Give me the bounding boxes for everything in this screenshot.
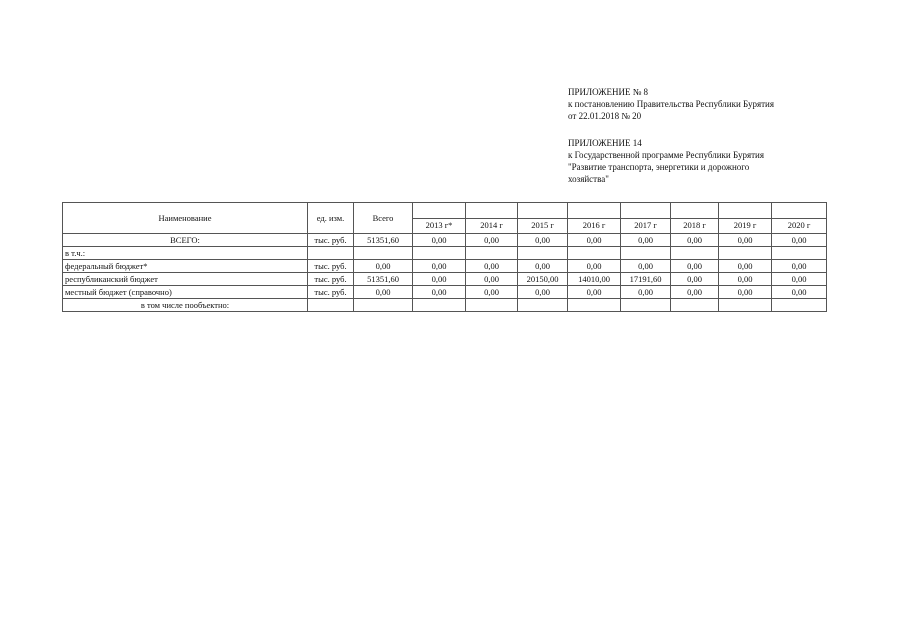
row-year-cell: 0,00 <box>466 234 518 247</box>
year-header: 2014 г <box>466 218 518 234</box>
budget-table <box>62 202 827 312</box>
year-header: 2016 г <box>568 218 621 234</box>
row-name-cell: местный бюджет (справочно) <box>63 286 308 299</box>
appendix-14-line1: к Государственной программе Республики Бурятия <box>568 150 764 160</box>
row-year-cell: 0,00 <box>671 286 719 299</box>
row-total <box>63 234 827 247</box>
row-year-cell: 20150,00 <box>518 273 568 286</box>
row-total-cell: 51351,60 <box>354 273 413 286</box>
row-year-cell <box>719 247 772 260</box>
row-federal <box>63 260 827 273</box>
row-year-cell: 0,00 <box>413 273 466 286</box>
row-republic <box>63 273 827 286</box>
row-year-cell: 0,00 <box>568 286 621 299</box>
row-year-cell: 0,00 <box>568 234 621 247</box>
row-year-cell: 0,00 <box>518 260 568 273</box>
row-total-cell <box>354 299 413 312</box>
row-year-cell <box>621 299 671 312</box>
year-header: 2017 г <box>621 218 671 234</box>
appendix-14-line2: "Развитие транспорта, энергетики и дорожного <box>568 162 750 172</box>
year-header: 2018 г <box>671 218 719 234</box>
row-year-cell: 14010,00 <box>568 273 621 286</box>
row-year-cell: 0,00 <box>466 273 518 286</box>
row-year-cell <box>518 247 568 260</box>
row-unit-cell: тыс. руб. <box>308 286 354 299</box>
row-year-cell: 0,00 <box>568 260 621 273</box>
row-unit-cell <box>308 247 354 260</box>
row-year-cell: 0,00 <box>621 234 671 247</box>
row-year-cell: 0,00 <box>719 286 772 299</box>
appendix-14-line3: хозяйства" <box>568 174 609 184</box>
row-name-cell: республиканский бюджет <box>63 273 308 286</box>
appendix-14-header <box>568 137 764 185</box>
row-year-cell <box>621 247 671 260</box>
year-header: 2015 г <box>518 218 568 234</box>
row-year-cell: 0,00 <box>719 260 772 273</box>
row-year-cell <box>413 299 466 312</box>
row-name-cell: ВСЕГО: <box>63 234 308 247</box>
appendix-8-line2: от 22.01.2018 № 20 <box>568 111 642 121</box>
row-unit-cell <box>308 299 354 312</box>
row-year-cell: 0,00 <box>772 286 827 299</box>
appendix-14-title: ПРИЛОЖЕНИЕ 14 <box>568 138 642 148</box>
row-year-cell: 0,00 <box>772 273 827 286</box>
row-year-cell: 0,00 <box>413 286 466 299</box>
row-year-cell <box>671 247 719 260</box>
row-year-cell <box>413 247 466 260</box>
row-total-cell: 0,00 <box>354 286 413 299</box>
row-year-cell: 0,00 <box>671 260 719 273</box>
row-year-cell <box>518 299 568 312</box>
header-total: Всего <box>354 203 413 234</box>
row-year-cell: 0,00 <box>772 234 827 247</box>
row-year-cell <box>568 299 621 312</box>
row-local <box>63 286 827 299</box>
row-name-cell: в т.ч.: <box>63 247 308 260</box>
header-row-top <box>63 203 827 219</box>
header-unit: ед. изм. <box>308 203 354 234</box>
row-year-cell <box>568 247 621 260</box>
row-year-cell: 0,00 <box>621 260 671 273</box>
row-total-cell: 0,00 <box>354 260 413 273</box>
appendix-8-line1: к постановлению Правительства Республики Бурятия <box>568 99 774 109</box>
year-header: 2020 г <box>772 218 827 234</box>
row-year-cell: 17191,60 <box>621 273 671 286</box>
row-year-cell: 0,00 <box>719 273 772 286</box>
row-unit-cell: тыс. руб. <box>308 260 354 273</box>
year-header: 2019 г <box>719 218 772 234</box>
year-header: 2013 г* <box>413 218 466 234</box>
appendix-8-header <box>568 86 774 122</box>
row-year-cell <box>772 299 827 312</box>
row-name-cell: в том числе пообъектно: <box>63 299 308 312</box>
row-year-cell: 0,00 <box>772 260 827 273</box>
row-per-object <box>63 299 827 312</box>
row-year-cell: 0,00 <box>719 234 772 247</box>
row-year-cell <box>466 247 518 260</box>
row-name-cell: федеральный бюджет* <box>63 260 308 273</box>
appendix-8-title: ПРИЛОЖЕНИЕ № 8 <box>568 87 649 97</box>
row-year-cell: 0,00 <box>518 234 568 247</box>
row-year-cell: 0,00 <box>413 260 466 273</box>
row-year-cell <box>466 299 518 312</box>
row-year-cell <box>719 299 772 312</box>
row-year-cell: 0,00 <box>671 273 719 286</box>
row-year-cell: 0,00 <box>466 260 518 273</box>
row-year-cell: 0,00 <box>518 286 568 299</box>
row-unit-cell: тыс. руб. <box>308 273 354 286</box>
row-total-cell: 51351,60 <box>354 234 413 247</box>
row-year-cell <box>772 247 827 260</box>
row-year-cell: 0,00 <box>466 286 518 299</box>
row-total-cell <box>354 247 413 260</box>
row-year-cell: 0,00 <box>671 234 719 247</box>
row-year-cell: 0,00 <box>413 234 466 247</box>
row-year-cell: 0,00 <box>621 286 671 299</box>
row-unit-cell: тыс. руб. <box>308 234 354 247</box>
row-incl <box>63 247 827 260</box>
row-year-cell <box>671 299 719 312</box>
header-name: Наименование <box>63 203 308 234</box>
